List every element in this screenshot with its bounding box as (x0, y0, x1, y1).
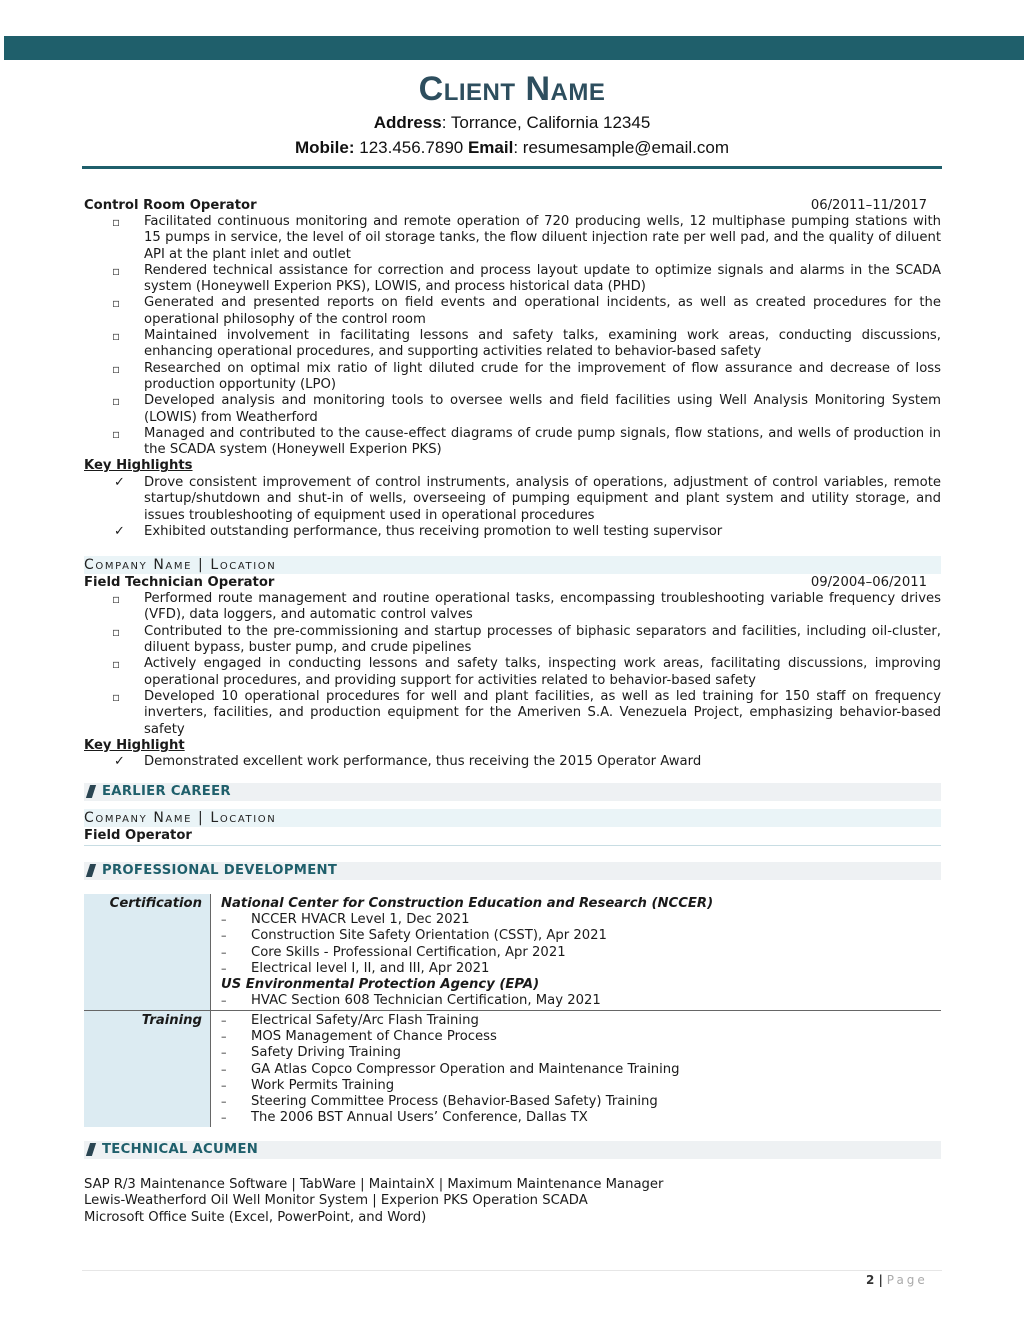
list-item: – Electrical level I, II, and III, Apr 2021 (221, 961, 941, 977)
earlier-title: Field Operator (84, 827, 941, 846)
address-label: Address (373, 113, 442, 132)
professional-development-table (84, 894, 941, 1127)
job2-dates: 09/2004–06/2011 (810, 575, 927, 591)
list-item: – GA Atlas Copco Compressor Operation and Maintenance Training (221, 1062, 941, 1078)
earlier-company: Company Name | Location (84, 809, 941, 827)
list-item: ▫ Facilitated continuous monitoring and remote operation of 720 producing wells, 12 multiphase pumping stations with 15 pumps in service, the level of oil storage tanks, the flow diluent injection rate per well pad, and the quality of diluent API at the plant inlet and outlet (84, 214, 941, 263)
job1-title: Control Room Operator (84, 198, 257, 213)
list-item: – HVAC Section 608 Technician Certification, May 2021 (221, 993, 941, 1009)
client-name: Client Name (418, 70, 606, 108)
address-value: Torrance, California 12345 (450, 113, 651, 132)
list-item: – NCCER HVACR Level 1, Dec 2021 (221, 912, 941, 928)
job1-bullets (84, 214, 941, 458)
list-item: ▫ Developed 10 operational procedures for well and plant facilities, as well as led training for 150 staff on frequency inverters, facilities, and production equipment for the Ameriven S.A. Venezuela Project, emphasizing behavior-based safety (84, 689, 941, 738)
list-item: – The 2006 BST Annual Users’ Conference, Dallas TX (221, 1110, 941, 1126)
resume-body (84, 197, 941, 1226)
list-item: – MOS Management of Chance Process (221, 1029, 941, 1045)
list-item: ▫ Generated and presented reports on field events and operational incidents, as well as created procedures for the operational philosophy of the control room (84, 295, 941, 328)
list-item: – Construction Site Safety Orientation (CSST), Apr 2021 (221, 928, 941, 944)
acumen-line: SAP R/3 Maintenance Software | TabWare | MaintainX | Maximum Maintenance Manager (84, 1176, 664, 1192)
list-item: ▫ Rendered technical assistance for correction and process layout update to optimize signals and alarms in the SCADA system (Honeywell Experion PKS), LOWIS, and process historical data (PHD) (84, 263, 941, 296)
list-item: ▫ Maintained involvement in facilitating lessons and safety talks, examining work areas, conducting discussions, enhancing operational procedures, and supporting activities related to behavior-based safety (84, 328, 941, 361)
list-item: ✓ Exhibited outstanding performance, thus receiving promotion to well testing supervisor (84, 524, 941, 540)
job1-dates: 06/2011–11/2017 (810, 198, 927, 213)
acumen-line: Microsoft Office Suite (Excel, PowerPoint, and Word) (84, 1209, 427, 1225)
list-item: ▫ Contributed to the pre-commissioning and startup processes of biphasic separators and facilities, including oil-cluster, diluent bypass, buster pump, and crude pipelines (84, 624, 941, 657)
list-item: – Core Skills - Professional Certification, Apr 2021 (221, 945, 941, 961)
top-banner (4, 36, 1024, 60)
list-item: – Electrical Safety/Arc Flash Training (221, 1013, 941, 1029)
professional-development-title: PROFESSIONAL DEVELOPMENT (102, 862, 338, 878)
certification-body (211, 894, 942, 1011)
slash-icon (86, 1143, 96, 1156)
list-item: – Work Permits Training (221, 1078, 941, 1094)
job2-company: Company Name | Location (84, 556, 941, 574)
list-item: ▫ Developed analysis and monitoring tools to oversee wells and field facilities using Well Analysis Monitoring System (LOWIS) from Weatherford (84, 393, 941, 426)
list-item: ▫ Researched on optimal mix ratio of light diluted crude for the improvement of flow assurance and decrease of loss production opportunity (LPO) (84, 361, 941, 394)
resume-header (82, 68, 942, 160)
page-number (866, 1273, 928, 1287)
job2-title: Field Technician Operator (84, 575, 275, 591)
job2-highlights (84, 754, 941, 770)
epa-list (221, 993, 941, 1009)
mobile-label: Mobile: (295, 138, 355, 157)
list-item: ✓ Drove consistent improvement of control instruments, analysis of operations, adjustment of control variables, remote startup/shutdown and shut-in of wells, overseeing of pumping equipment and plant system and utility storage, and issues troubleshooting of equipment used in operational procedures (84, 475, 941, 524)
job1-title-row (84, 197, 941, 214)
list-item: – Safety Driving Training (221, 1045, 941, 1061)
email-value: resumesample@email.com (522, 138, 729, 157)
nccer-list (221, 912, 941, 977)
training-label: Training (84, 1010, 211, 1127)
list-item: ▫ Performed route management and routine operational tasks, encompassing troubleshooting variable frequency drives (VFD), data loggers, and automatic control valves (84, 591, 941, 624)
mobile-value: 123.456.7890 (359, 138, 464, 157)
training-list (221, 1013, 941, 1127)
technical-acumen-title: TECHNICAL ACUMEN (102, 1141, 259, 1157)
technical-acumen-heading (84, 1141, 941, 1159)
job2-highlights-heading: Key Highlight (84, 737, 185, 753)
contact-line: Mobile: 123.456.7890 Email: resumesample@email.com (295, 138, 729, 157)
certification-label: Certification (84, 894, 211, 1011)
header-divider (82, 166, 942, 169)
footer-divider (82, 1270, 942, 1271)
earlier-career-title: EARLIER CAREER (102, 783, 231, 799)
job1-highlights (84, 475, 941, 540)
org-nccer: National Center for Construction Education and Research (NCCER) (221, 895, 714, 911)
job2-bullets (84, 591, 941, 738)
slash-icon (86, 785, 96, 798)
acumen-line: Lewis-Weatherford Oil Well Monitor System | Experion PKS Operation SCADA (84, 1193, 588, 1209)
professional-development-heading (84, 862, 941, 880)
job2-title-row (84, 574, 941, 591)
page-word: Page (886, 1273, 928, 1287)
org-epa: US Environmental Protection Agency (EPA) (221, 977, 540, 993)
page-number-value: 2 | (866, 1273, 883, 1287)
list-item: ✓ Demonstrated excellent work performance, thus receiving the 2015 Operator Award (84, 754, 941, 770)
list-item: ▫ Actively engaged in conducting lessons and safety talks, inspecting work areas, facilitating discussions, improving operational procedures, and providing support for activities related to behavior-based safety (84, 656, 941, 689)
address-line: Address: Torrance, California 12345 (373, 113, 651, 132)
technical-acumen-list (84, 1177, 941, 1227)
slash-icon (86, 864, 96, 877)
training-body (211, 1010, 942, 1127)
email-label: Email (467, 138, 514, 157)
job1-highlights-heading: Key Highlights (84, 458, 193, 474)
earlier-career-heading (84, 783, 941, 801)
list-item: – Steering Committee Process (Behavior-Based Safety) Training (221, 1094, 941, 1110)
list-item: ▫ Managed and contributed to the cause-effect diagrams of crude pump signals, flow stations, and wells of production in the SCADA system (Honeywell Experion PKS) (84, 426, 941, 459)
